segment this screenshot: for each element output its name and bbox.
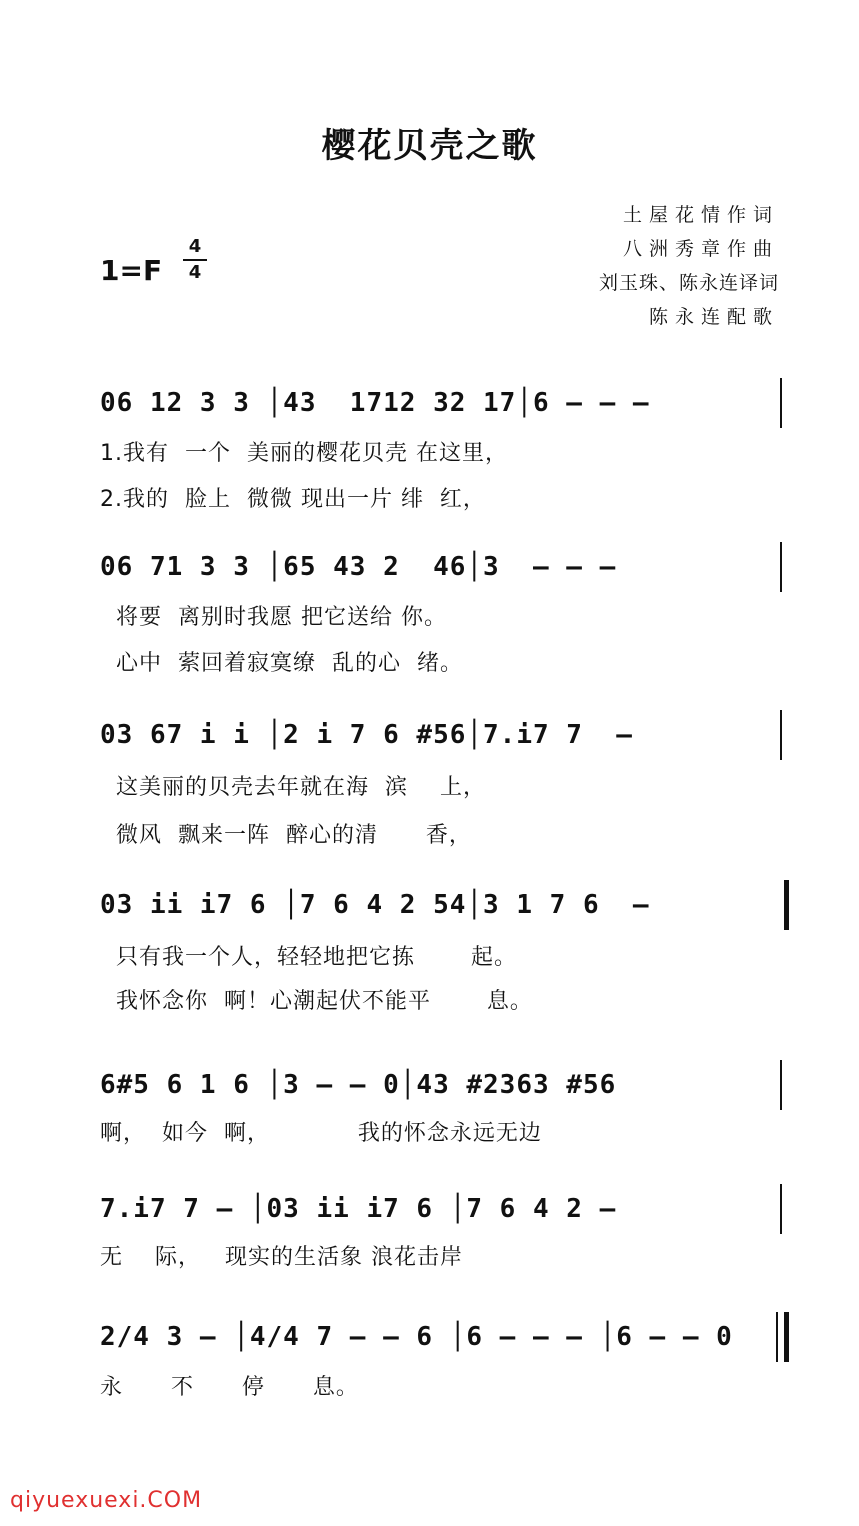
lyric-line: 永 不 停 息。 [100, 1375, 359, 1400]
lyric-verse-1: 只有我一个人，轻轻地把它拣 起。 [100, 945, 517, 970]
barline [780, 1060, 782, 1110]
lyric-verse-2: 微风 飘来一阵 醉心的清 香， [100, 823, 472, 848]
credit-translator: 刘玉珠、陈永连译词 [598, 272, 779, 294]
notes-row: 06 71 3 3 │65 43 2 46│3 — — — [100, 552, 617, 582]
lyric-verse-2: 我怀念你 啊！心潮起伏不能平 息。 [100, 989, 533, 1014]
repeat-barline [784, 880, 789, 930]
notes-row: 7.i7 7 — │03 ii i7 6 │7 6 4 2 — [100, 1194, 617, 1224]
credit-arranger: 陈永连配歌 [648, 306, 779, 328]
barline [780, 378, 782, 428]
lyric-verse-1: 这美丽的贝壳去年就在海 滨 上， [100, 775, 486, 800]
lyric-verse-1: 1.我有 一个 美丽的樱花贝壳 在这里， [100, 441, 508, 466]
notes-row: 2/4 3 — │4/4 7 — — 6 │6 — — — │6 — — 0 [100, 1322, 733, 1352]
barline [780, 542, 782, 592]
watermark: qiyuexuexi.COM [10, 1488, 203, 1513]
credit-composer: 八洲秀章作曲 [622, 238, 779, 260]
final-barline-thin [776, 1312, 778, 1362]
final-barline-thick [784, 1312, 789, 1362]
notes-row: 03 ii i7 6 │7 6 4 2 54│3 1 7 6 — [100, 890, 650, 920]
lyric-verse-1: 将要 离别时我愿 把它送给 你。 [100, 605, 447, 630]
key-signature: 1=F [100, 254, 163, 287]
lyric-line: 无 际， 现实的生活象 浪花击岸 [100, 1245, 463, 1270]
song-title: 樱花贝壳之歌 [321, 126, 538, 166]
credit-lyricist: 土屋花情作词 [622, 204, 779, 226]
notes-row: 6#5 6 1 6 │3 — — 0│43 #2363 #56 [100, 1070, 617, 1100]
time-signature-bar [183, 259, 207, 261]
barline [780, 1184, 782, 1234]
lyric-line: 啊， 如今 啊， 我的怀念永远无边 [100, 1121, 542, 1146]
notes-row: 06 12 3 3 │43 1712 32 17│6 — — — [100, 388, 650, 418]
notes-row: 03 67 i i │2 i 7 6 #56│7.i7 7 — [100, 720, 633, 750]
lyric-verse-2: 心中 萦回着寂寞缭 乱的心 绪。 [100, 651, 463, 676]
credits [599, 198, 779, 334]
time-signature-bottom: 4 [188, 262, 202, 283]
time-signature [183, 236, 207, 284]
time-signature-top: 4 [188, 236, 202, 257]
lyric-verse-2: 2.我的 脸上 微微 现出一片 绯 红， [100, 487, 486, 512]
barline [780, 710, 782, 760]
